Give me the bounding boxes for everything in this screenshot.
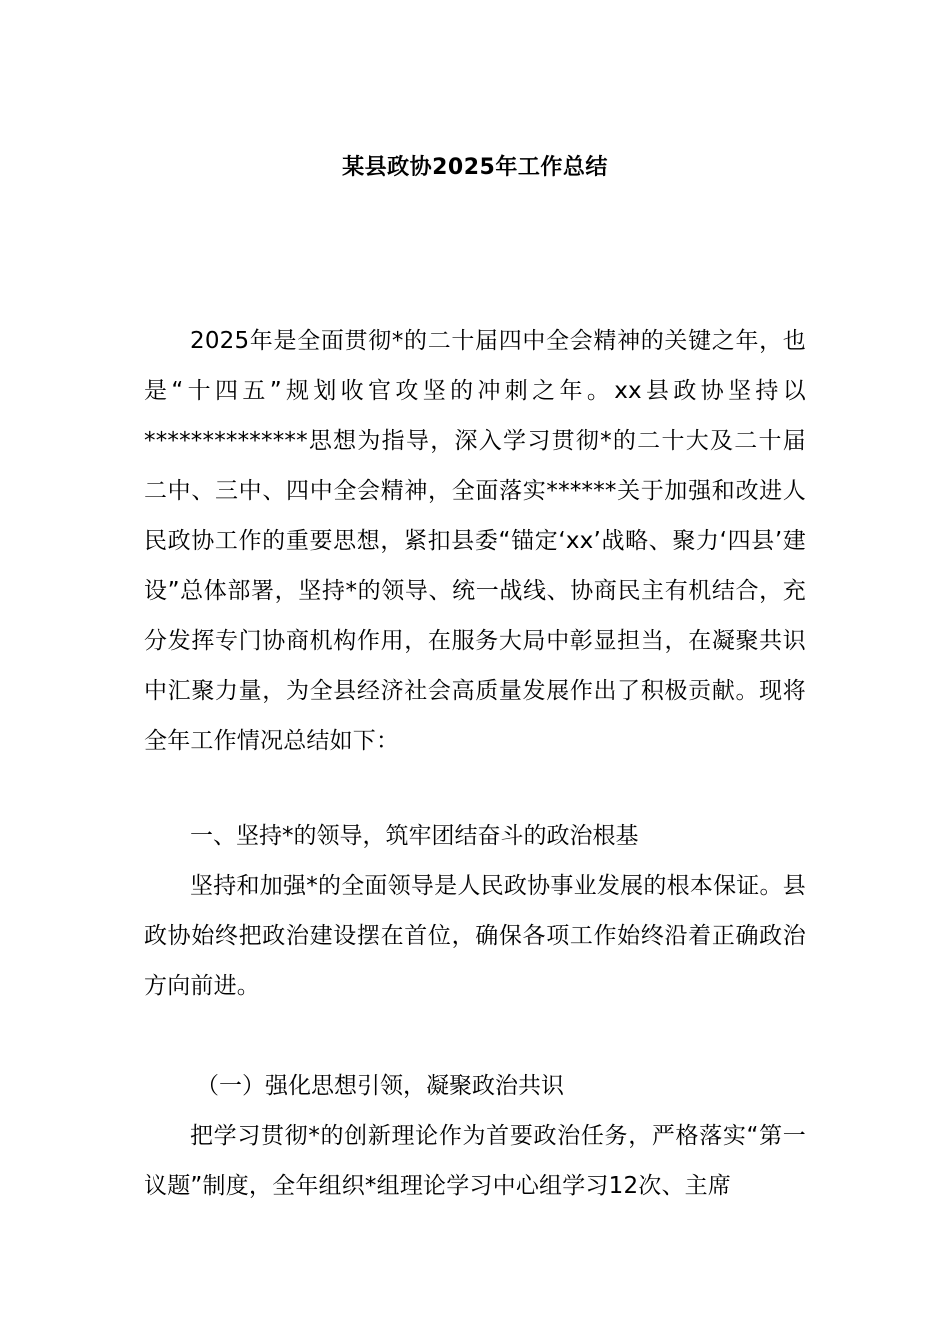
intro-paragraph: 2025年是全面贯彻*的二十届四中全会精神的关键之年，也是“十四五”规划收官攻坚的冲刺之年。xx县政协坚持以**************思想为指导，深入学习贯彻*的二十大及二十届二中、三中、四中全会精神，全面落实******关于加强和改进人民政协工作的重要思想，紧扣县委“锚定‘xx’战略、聚力‘四县’建设”总体部署，坚持*的领导、统一战线、协商民主有机结合，充分发挥专门协商机构作用，在服务大局中彰显担当，在凝聚共识中汇聚力量，为全县经济社会高质量发展作出了积极贡献。现将全年工作情况总结如下：: [144, 328, 806, 754]
section-1-paragraph: 坚持和加强*的全面领导是人民政协事业发展的根本保证。县政协始终把政治建设摆在首位，确保各项工作始终沿着正确政治方向前进。: [144, 873, 806, 999]
document-title: 某县政协2025年工作总结: [342, 155, 608, 180]
subsection-heading-1: （一）强化思想引领，凝聚政治共识: [196, 1073, 564, 1099]
subsection-1-paragraph: 把学习贯彻*的创新理论作为首要政治任务，严格落实“第一议题”制度，全年组织*组理论学习中心组学习12次、主席: [144, 1123, 806, 1199]
section-heading-1: 一、坚持*的领导，筑牢团结奋斗的政治根基: [190, 823, 639, 849]
